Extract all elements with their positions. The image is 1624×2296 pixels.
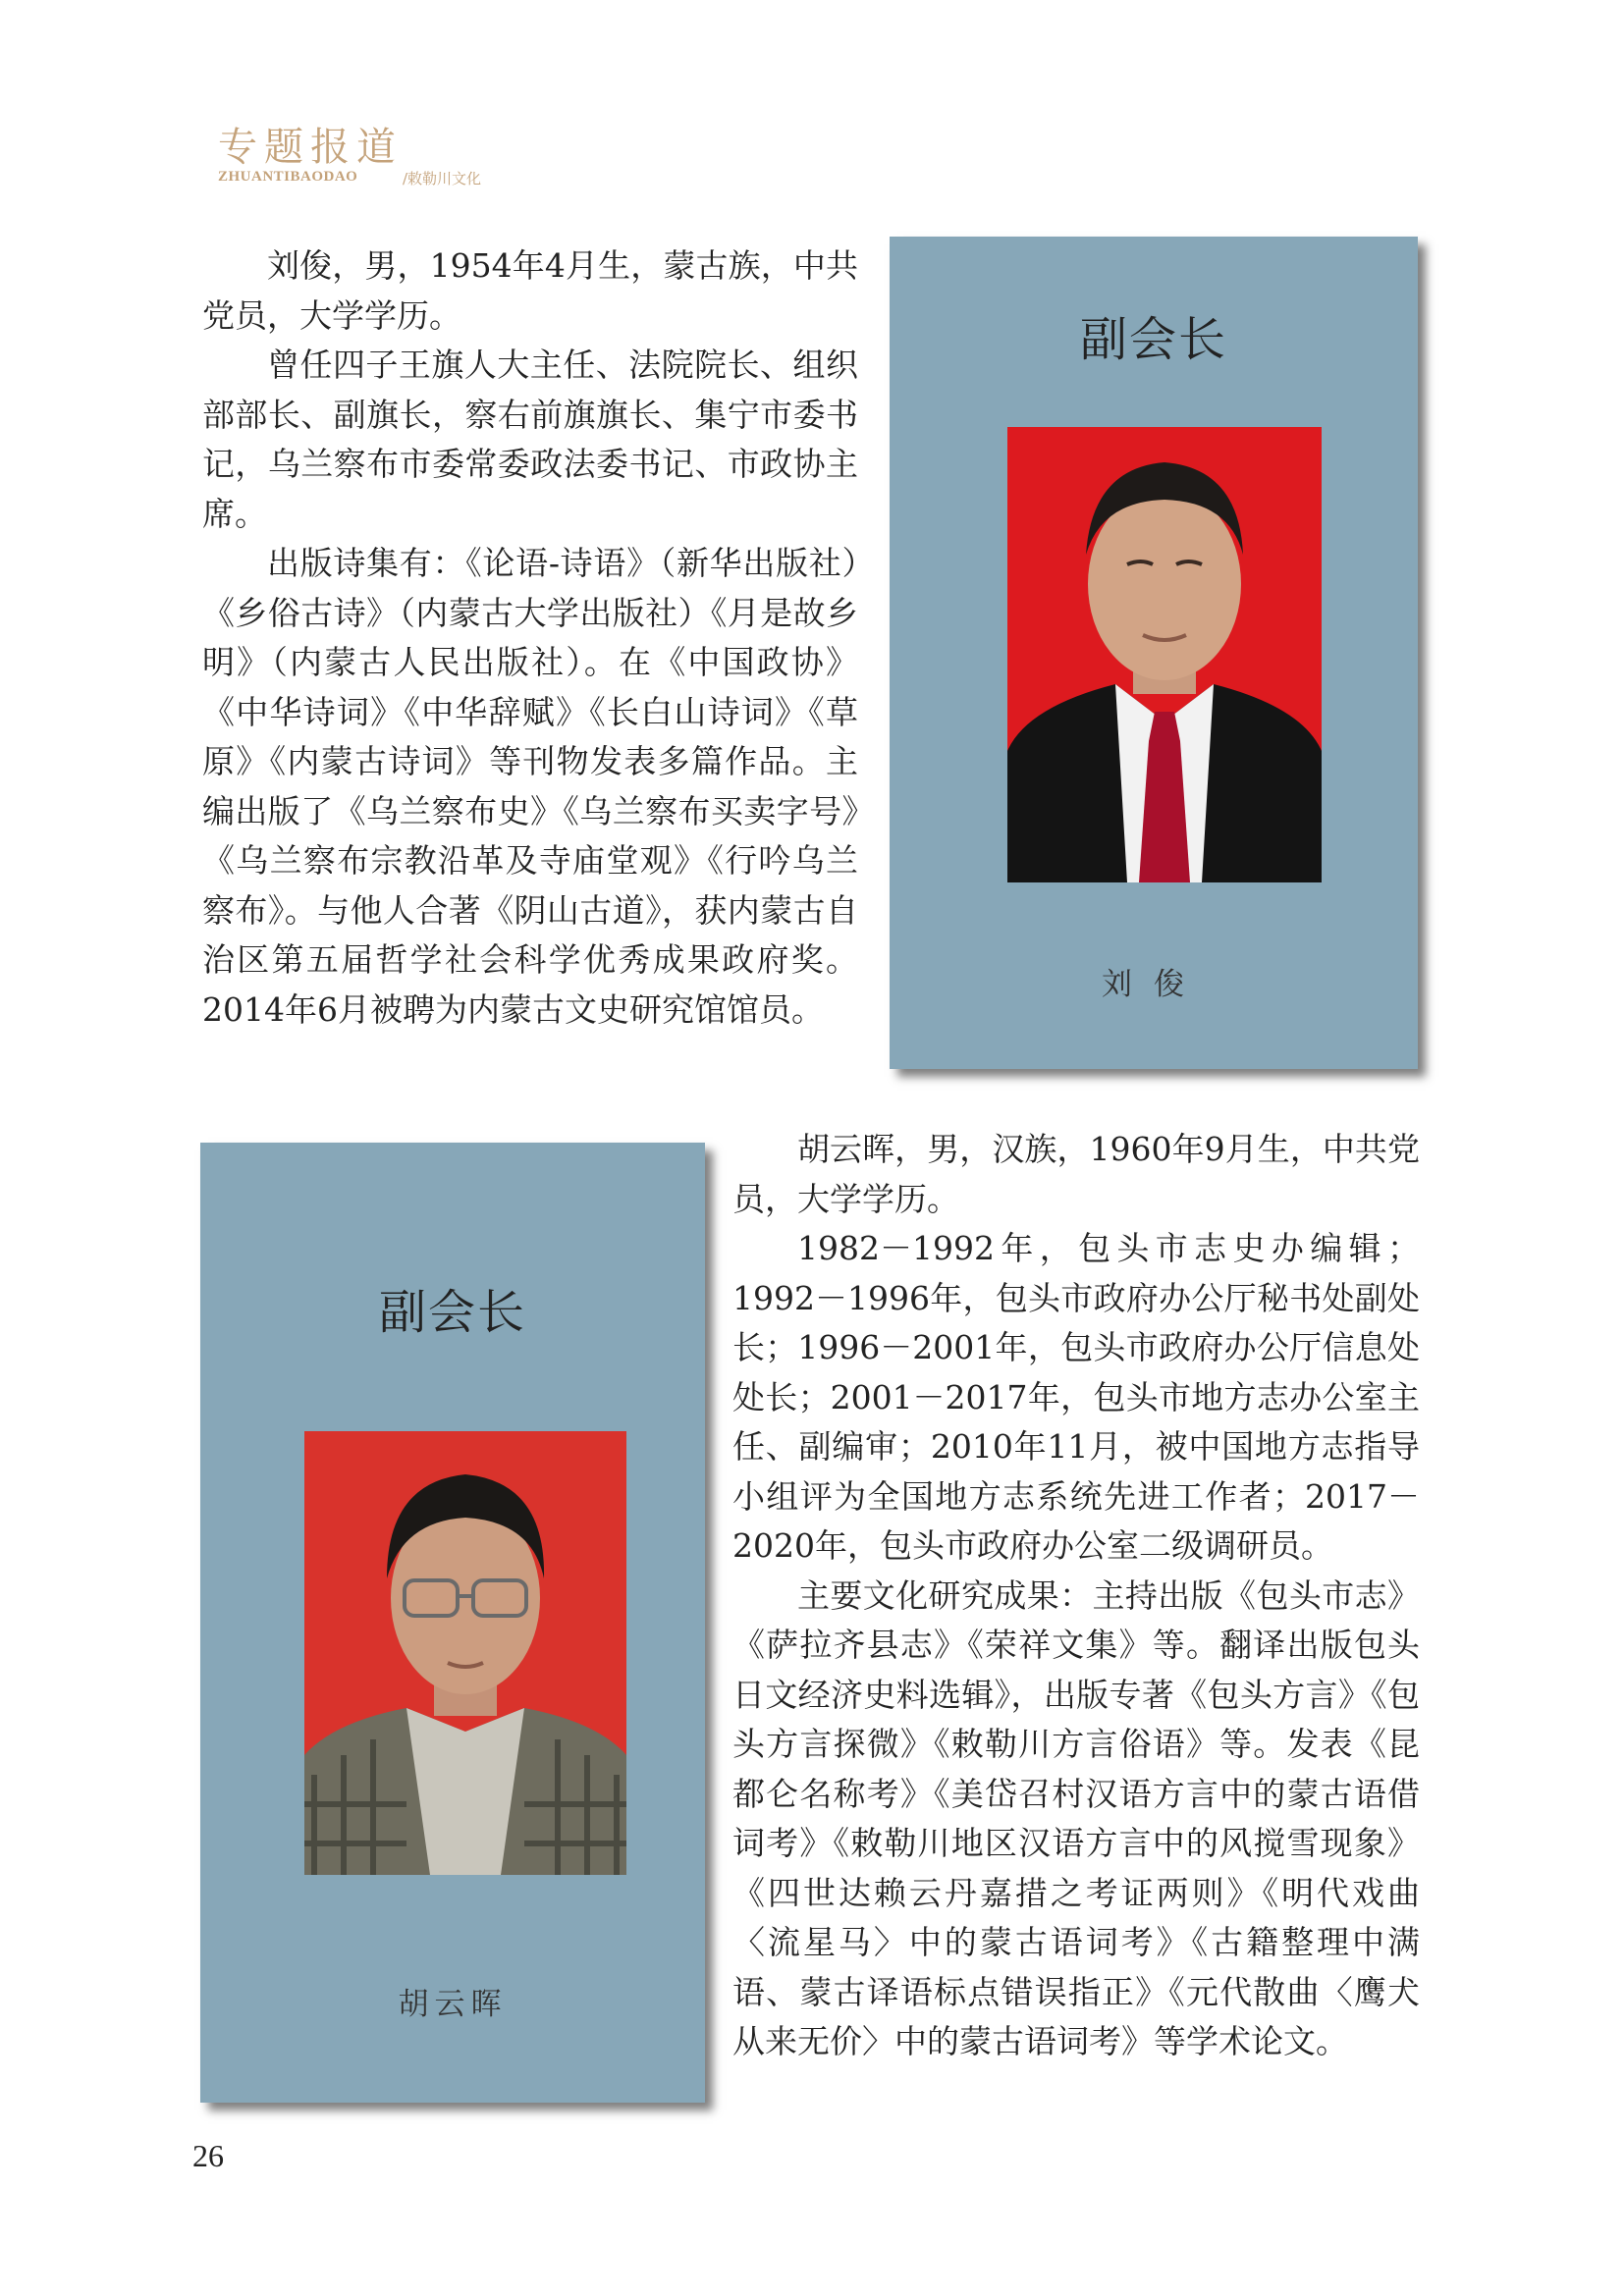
profile1-paragraph: 刘俊，男，1954年4月生，蒙古族，中共党员，大学学历。 xyxy=(202,246,858,335)
page-header xyxy=(218,116,807,194)
profile1-text xyxy=(202,241,858,1035)
profile1-paragraph: 曾任四子王旗人大主任、法院院长、组织部部长、副旗长，察右前旗旗长、集宁市委书记，乌兰察布市委常委政法委书记、市政协主席。 xyxy=(202,346,858,533)
profile2-paragraph: 主要文化研究成果：主持出版《包头市志》《萨拉齐县志》《荣祥文集》等。翻译出版包头日文经济史料选辑》，出版专著《包头方言》《包头方言探微》《敕勒川方言俗语》等。发表《昆都仑名称考》《美岱召村汉语方言中的蒙古语借词考》《敕勒川地区汉语方言中的风搅雪现象》《四世达赖云丹嘉措之考证两则》《明代戏曲〈流星马〉中的蒙古语词考》《古籍整理中满语、蒙古译语标点错误指正》《元代散曲〈鹰犬从来无价〉中的蒙古语词考》等学术论文。 xyxy=(732,1575,1420,2060)
profile2-paragraph: 胡云晖，男，汉族，1960年9月生，中共党员，大学学历。 xyxy=(732,1130,1420,1218)
page-number: 26 xyxy=(192,2138,224,2173)
profile2-name: 胡云晖 xyxy=(398,1987,508,2022)
header-title: 专题报道 xyxy=(218,125,403,170)
profile2-text xyxy=(732,1125,1420,2067)
profile2-card xyxy=(200,1143,705,2103)
profile1-card xyxy=(890,237,1418,1069)
header-section: /敕勒川文化 xyxy=(403,170,482,187)
profile1-paragraph: 出版诗集有：《论语-诗语》（新华出版社）《乡俗古诗》（内蒙古大学出版社）《月是故乡明》（内蒙古人民出版社）。在《中国政协》《中华诗词》《中华辞赋》《长白山诗词》《草原》《内蒙古诗词》等刊物发表多篇作品。主编出版了《乌兰察布史》《乌兰察布买卖字号》《乌兰察布宗教沿革及寺庙堂观》《行吟乌兰察布》。与他人合著《阴山古道》，获内蒙古自治区第五届哲学社会科学优秀成果政府奖。2014年6月被聘为内蒙古文史研究馆馆员。 xyxy=(202,544,858,1029)
profile2-role: 副会长 xyxy=(378,1285,526,1340)
profile2-portrait xyxy=(304,1431,626,1875)
profile1-role: 副会长 xyxy=(1079,312,1227,367)
profile2-paragraph: 1982－1992年，包头市志史办编辑；1992－1996年，包头市政府办公厅秘书处副处长；1996－2001年，包头市政府办公厅信息处处长；2001－2017年，包头市地方志办公室主任、副编审；2010年11月，被中国地方志指导小组评为全国地方志系统先进工作者；2017－2020年，包头市政府办公室二级调研员。 xyxy=(732,1229,1420,1565)
header-pinyin: ZHUANTIBAODAO xyxy=(218,169,358,185)
profile1-name: 刘俊 xyxy=(1102,967,1206,1002)
profile1-portrait xyxy=(1007,427,1322,882)
